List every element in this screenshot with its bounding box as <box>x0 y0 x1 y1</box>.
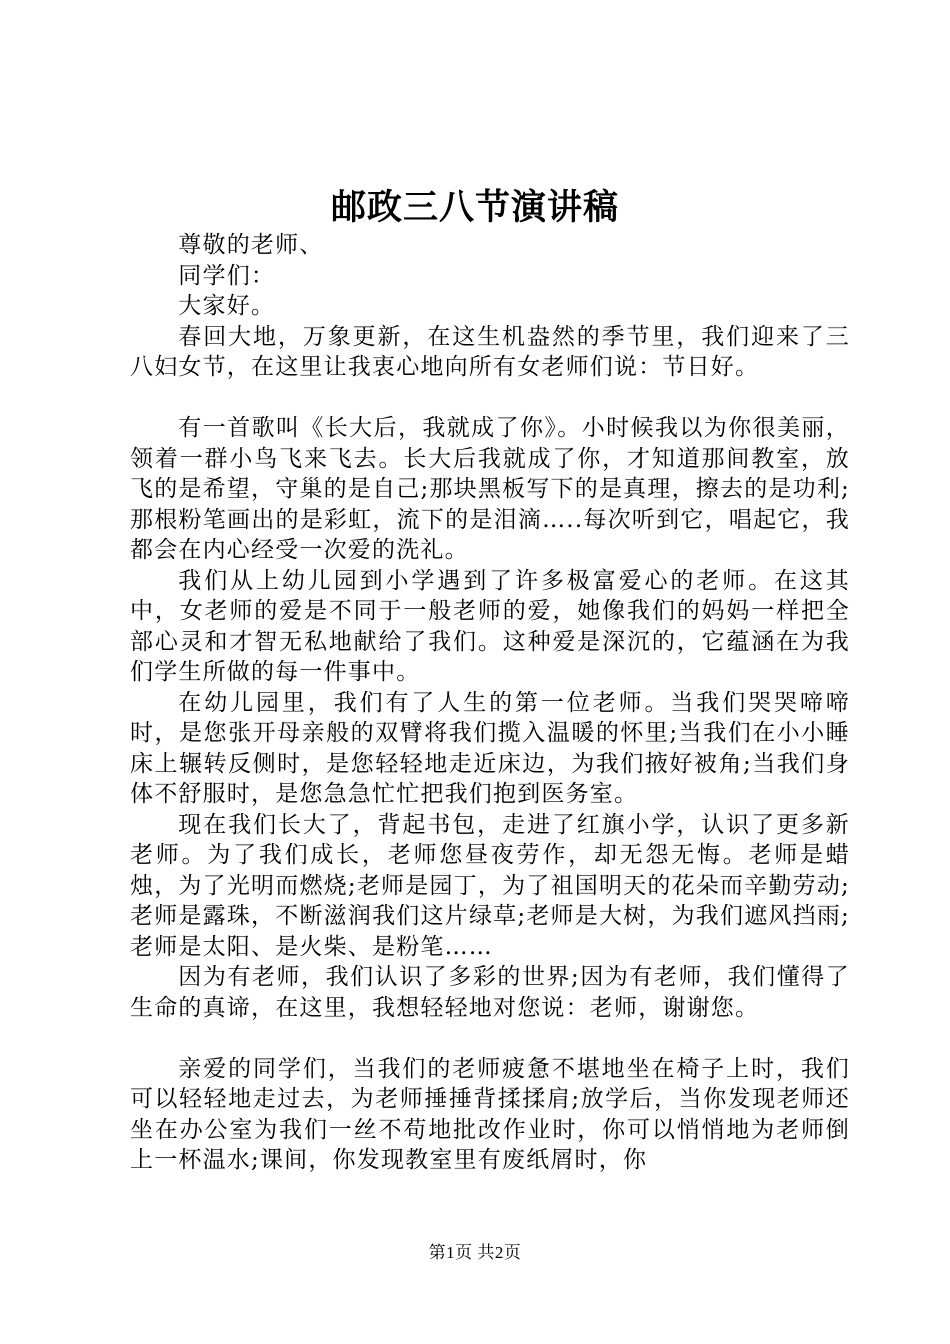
greeting-line: 尊敬的老师、 <box>178 232 324 258</box>
paragraph: 现在我们长大了，背起书包，走进了红旗小学，认识了更多新老师。为了我们成长，老师您昼夜劳作，却无怨无悔。老师是蜡烛，为了光明而燃烧;老师是园丁，为了祖国明天的花朵而辛勤劳动;老师是露珠，不断滋润我们这片绿草;老师是大树，为我们遮风挡雨;老师是太阳、是火柴、是粉笔…… <box>130 811 850 960</box>
page-number-footer: 第1页 共2页 <box>428 1243 522 1262</box>
paragraph: 亲爱的同学们，当我们的老师疲惫不堪地坐在椅子上时，我们可以轻轻地走过去，为老师捶捶背揉揉肩;放学后，当你发现老师还坐在办公室为我们一丝不苟地批改作业时，你可以悄悄地为老师倒上一杯温水;课间，你发现教室里有废纸屑时，你 <box>130 1055 850 1173</box>
paragraph: 我们从上幼儿园到小学遇到了许多极富爱心的老师。在这其中，女老师的爱是不同于一般老师的爱，她像我们的妈妈一样把全部心灵和才智无私地献给了我们。这种爱是深沉的，它蕴涵在为我们学生所做的每一件事中。 <box>130 567 850 685</box>
greeting-line: 大家好。 <box>178 293 276 319</box>
paragraph-gap <box>130 1023 850 1054</box>
greeting-line: 同学们： <box>178 262 276 289</box>
paragraph: 在幼儿园里，我们有了人生的第一位老师。当我们哭哭啼啼时，是您张开母亲般的双臂将我们揽入温暖的怀里;当我们在小小睡床上辗转反侧时，是您轻轻地走近床边，为我们掖好被角;当我们身体不舒服时，是您急急忙忙把我们抱到医务室。 <box>130 689 850 807</box>
paragraph: 春回大地，万象更新，在这生机盎然的季节里，我们迎来了三八妇女节，在这里让我衷心地向所有女老师们说：节日好。 <box>130 323 850 380</box>
paragraph: 有一首歌叫《长大后，我就成了你》。小时候我以为你很美丽，领着一群小鸟飞来飞去。长大后我就成了你，才知道那间教室，放飞的是希望，守巢的是自己;那块黑板写下的是真理，擦去的是功利;那根粉笔画出的是彩虹，流下的是泪滴…..每次听到它，唱起它，我都会在内心经受一次爱的洗礼。 <box>130 415 850 563</box>
document-title: 邮政三八节演讲稿 <box>330 187 619 228</box>
document-body <box>130 230 850 1176</box>
paragraph-gap <box>130 383 850 414</box>
paragraph: 因为有老师，我们认识了多彩的世界;因为有老师，我们懂得了生命的真谛，在这里，我想轻轻地对您说：老师，谢谢您。 <box>130 964 850 1021</box>
